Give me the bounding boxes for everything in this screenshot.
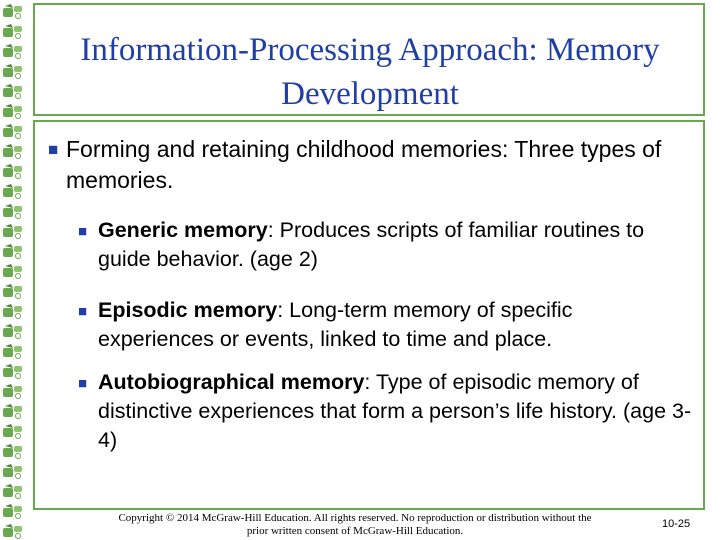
- bullet-main-text: Forming and retaining childhood memories: Three types of memories.: [66, 136, 662, 193]
- copyright-line1: Copyright © 2014 McGraw-Hill Education. All rights reserved. No reproduction or distribution without the: [118, 512, 592, 524]
- square-bullet-icon: ■: [78, 223, 88, 240]
- episodic-memory-definition: : Long-term memory of specific experiences or events, linked to time and place.: [98, 298, 573, 351]
- decorative-strip-icon: [2, 344, 24, 360]
- bullet-generic-memory: [78, 216, 693, 274]
- decorative-strip-icon: [2, 284, 24, 300]
- decorative-strip-icon: [2, 184, 24, 200]
- decorative-strip-icon: [2, 144, 24, 160]
- autobiographical-memory-term: Autobiographical memory: [98, 370, 365, 394]
- episodic-memory-term: Episodic memory: [98, 298, 278, 322]
- decorative-strip-icon: [2, 364, 24, 380]
- decorative-strip-icon: [2, 464, 24, 480]
- copyright-line2: prior written consent of McGraw-Hill Education.: [246, 525, 464, 537]
- decorative-strip-icon: [2, 384, 24, 400]
- decorative-strip-icon: [2, 244, 24, 260]
- decorative-strip-icon: [2, 24, 24, 40]
- slide-title-line2: Development: [281, 76, 459, 112]
- copyright-notice: [60, 512, 650, 538]
- decorative-strip-icon: [2, 84, 24, 100]
- decorative-strip-icon: [2, 444, 24, 460]
- decorative-strip-icon: [2, 524, 24, 540]
- square-bullet-icon: ■: [48, 140, 59, 159]
- decorative-strip-icon: [2, 204, 24, 220]
- decorative-strip-icon: [2, 304, 24, 320]
- square-bullet-icon: ■: [78, 303, 88, 320]
- decorative-strip-icon: [2, 64, 24, 80]
- generic-memory-definition: : Produces scripts of familiar routines to guide behavior. (age 2): [98, 218, 645, 271]
- decorative-strip-icon: [2, 124, 24, 140]
- page-number: 10-25: [662, 518, 691, 530]
- decorative-strip-icon: [2, 404, 24, 420]
- bullet-main: [48, 134, 688, 196]
- decorative-strip-icon: [2, 484, 24, 500]
- autobiographical-memory-definition: : Type of episodic memory of distinctive experiences that form a person’s life history. (age 3-4): [98, 370, 692, 452]
- decorative-left-strip: [0, 0, 28, 540]
- bullet-autobiographical-memory: [78, 368, 693, 455]
- generic-memory-term: Generic memory: [98, 218, 268, 242]
- bullet-episodic-memory: [78, 296, 693, 354]
- decorative-strip-icon: [2, 4, 24, 20]
- decorative-strip-icon: [2, 504, 24, 520]
- decorative-strip-icon: [2, 44, 24, 60]
- decorative-strip-icon: [2, 324, 24, 340]
- slide-title: [40, 28, 700, 116]
- decorative-strip-icon: [2, 104, 24, 120]
- decorative-strip-icon: [2, 224, 24, 240]
- decorative-strip-icon: [2, 164, 24, 180]
- decorative-strip-icon: [2, 424, 24, 440]
- square-bullet-icon: ■: [78, 375, 88, 392]
- slide-title-line1: Information-Processing Approach: Memory: [80, 32, 660, 68]
- decorative-strip-icon: [2, 264, 24, 280]
